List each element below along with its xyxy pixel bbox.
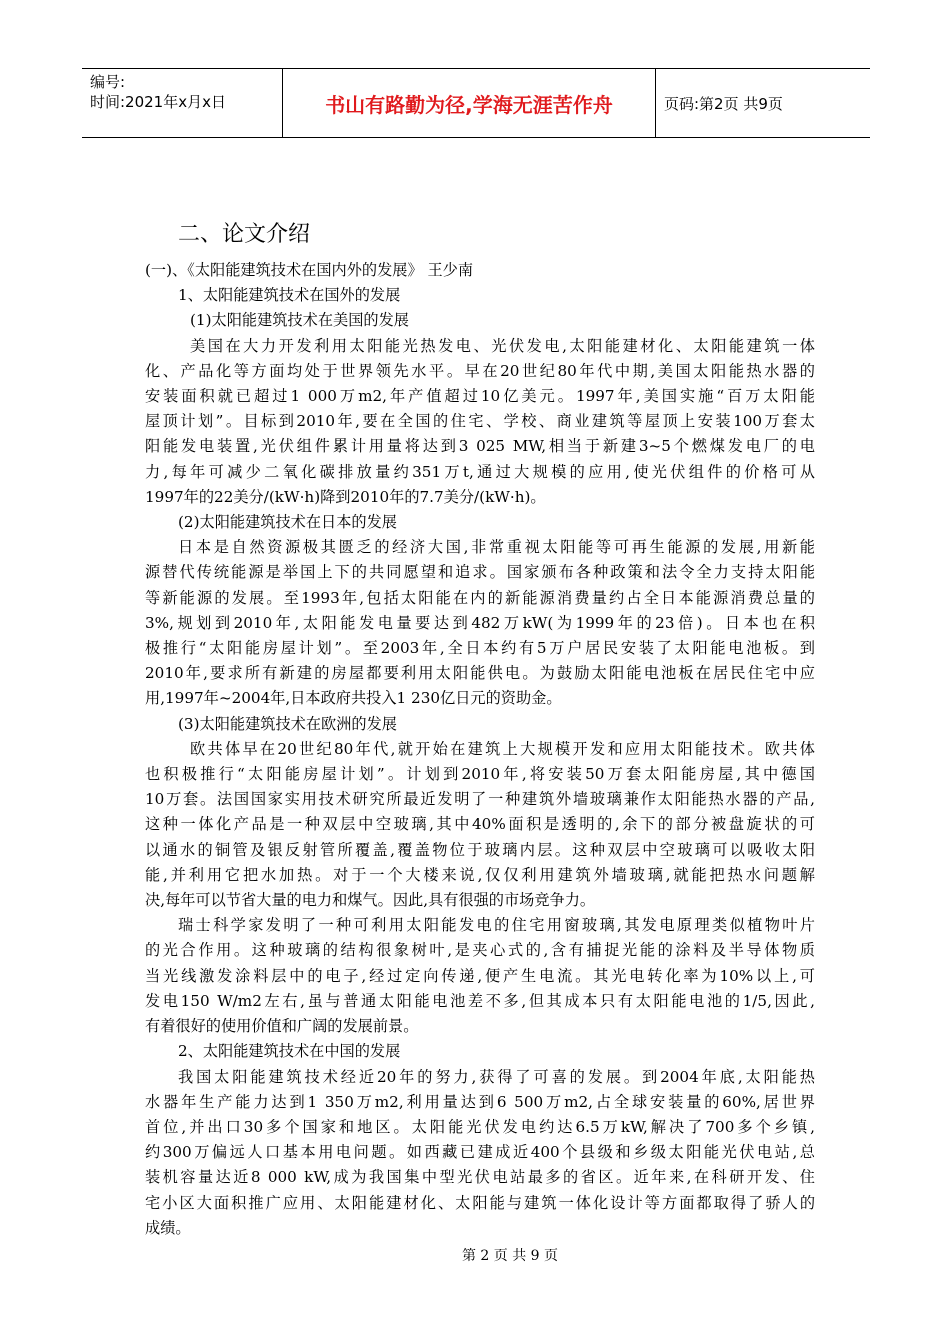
- paragraph-line: 水器年生产能力达到1 350万m2,利用量达到6 500万m2,占全球安装量的60%,居世界: [145, 1092, 815, 1111]
- paragraph-line: 装机容量达近8 000 kW,成为我国集中型光伏电站最多的省区。近年来,在科研开发、住: [145, 1168, 815, 1187]
- paragraph-line: 用,1997年~2004年,日本政府共投入1 230亿日元的资助金。: [145, 689, 562, 708]
- paragraph-line: 阳能发电装置,光伏组件累计用量将达到3 025 MW,相当于新建3~5个燃煤发电厂的电: [145, 437, 815, 456]
- header-meta: [82, 69, 282, 137]
- paragraph-line: 也积极推行“太阳能房屋计划”。计划到2010年,将安装50万套太阳能房屋,其中德国: [145, 765, 815, 784]
- paragraph-line: 有着很好的使用价值和广阔的发展前景。: [145, 1017, 419, 1036]
- paragraph-line: 这种一体化产品是一种双层中空玻璃,其中40%面积是透明的,余下的部分被盘旋状的可: [145, 815, 815, 834]
- paragraph-line: 3%,规划到2010年,太阳能发电量要达到482万kW(为1999年的23倍)。日本也在积: [145, 613, 815, 632]
- paragraph-line: 的光合作用。这种玻璃的结构很象树叶,是夹心式的,含有捕捉光能的涂料及半导体物质: [145, 941, 815, 960]
- page-header: [82, 68, 870, 138]
- subheading-usa: (1)太阳能建筑技术在美国的发展: [190, 311, 409, 330]
- document-body: [145, 258, 815, 1241]
- paragraph-line: 发电150 W/m2左右,虽与普通太阳能电池差不多,但其成本只有太阳能电池的1/5,因此,: [145, 991, 815, 1010]
- paragraph-line: 欧共体早在20世纪80年代,就开始在建筑上大规模开发和应用太阳能技术。欧共体: [190, 739, 815, 758]
- page-footer: 第 2 页 共 9 页: [461, 1248, 559, 1264]
- paragraph-line: 约300万偏远人口基本用电问题。如西藏已建成近400个县级和乡级太阳能光伏电站,总: [145, 1143, 815, 1162]
- subheading-abroad: 1、太阳能建筑技术在国外的发展: [178, 286, 401, 305]
- section-title: 二、论文介绍: [178, 222, 311, 247]
- paragraph-line: 当光线激发涂料层中的电子,经过定向传递,便产生电流。其光电转化率为10%以上,可: [145, 966, 815, 985]
- paragraph-line: 屋顶计划”。目标到2010年,要在全国的住宅、学校、商业建筑等屋顶上安装100万套太: [145, 412, 815, 431]
- paragraph-line: 以通水的铜管及银反射管所覆盖,覆盖物位于玻璃内层。这种双层中空玻璃可以吸收太阳: [145, 840, 815, 859]
- header-motto: 书山有路勤为径,学海无涯苦作舟: [282, 69, 656, 137]
- paragraph-line: 10万套。法国国家实用技术研究所最近发明了一种建筑外墙玻璃兼作太阳能热水器的产品,: [145, 790, 815, 809]
- paragraph-line: 极推行“太阳能房屋计划”。至2003年,全日本约有5万户居民安装了太阳能电池板。到: [145, 639, 815, 658]
- paragraph-line: 等新能源的发展。至1993年,包括太阳能在内的新能源消费量约占全日本能源消费总量的: [145, 588, 815, 607]
- header-time: 时间:2021年x月x日: [90, 93, 226, 111]
- paragraph-line: 首位,并出口30多个国家和地区。太阳能光伏发电约达6.5万kW,解决了700多个乡镇,: [145, 1117, 815, 1136]
- paragraph-line: 我国太阳能建筑技术经近20年的努力,获得了可喜的发展。到2004年底,太阳能热: [178, 1067, 815, 1086]
- paragraph-line: 2010年,要求所有新建的房屋都要利用太阳能供电。为鼓励太阳能电池板在居民住宅中应: [145, 664, 815, 683]
- paragraph-line: 成绩。: [145, 1218, 191, 1237]
- paragraph-line: 力,每年可减少二氧化碳排放量约351万t,通过大规模的应用,使光伏组件的价格可从: [145, 462, 815, 481]
- paragraph-line: 化、产品化等方面均处于世界领先水平。早在20世纪80年代中期,美国太阳能热水器的: [145, 361, 815, 380]
- paragraph-line: 能,并利用它把水加热。对于一个大楼来说,仅仅利用建筑外墙玻璃,就能把热水问题解: [145, 865, 815, 884]
- subheading-japan: (2)太阳能建筑技术在日本的发展: [178, 513, 397, 532]
- header-number: 编号:: [90, 73, 126, 91]
- subheading-china: 2、太阳能建筑技术在中国的发展: [178, 1042, 401, 1061]
- paragraph-line: 瑞士科学家发明了一种可利用太阳能发电的住宅用窗玻璃,其发电原理类似植物叶片: [178, 916, 815, 935]
- paragraph-line: 美国在大力开发利用太阳能光热发电、光伏发电,太阳能建材化、太阳能建筑一体: [190, 336, 815, 355]
- paragraph-line: 源替代传统能源是举国上下的共同愿望和追求。国家颁布各种政策和法令全力支持太阳能: [145, 563, 815, 582]
- subsection-heading: (一)、《太阳能建筑技术在国内外的发展》 王少南: [145, 261, 474, 279]
- paragraph-line: 日本是自然资源极其匮乏的经济大国,非常重视太阳能等可再生能源的发展,用新能: [178, 538, 815, 557]
- paragraph-line: 安装面积就已超过1 000万m2,年产值超过10亿美元。1997年,美国实施“百万太阳能: [145, 387, 815, 406]
- paragraph-line: 1997年的22美分/(kW·h)降到2010年的7.7美分/(kW·h)。: [145, 487, 546, 506]
- paragraph-line: 宅小区大面积推广应用、太阳能建材化、太阳能与建筑一体化设计等方面都取得了骄人的: [145, 1193, 815, 1212]
- paragraph-line: 决,每年可以节省大量的电力和煤气。因此,具有很强的市场竞争力。: [145, 891, 596, 910]
- subheading-europe: (3)太阳能建筑技术在欧洲的发展: [178, 714, 397, 733]
- header-page-info: 页码:第2页 共9页: [664, 94, 783, 113]
